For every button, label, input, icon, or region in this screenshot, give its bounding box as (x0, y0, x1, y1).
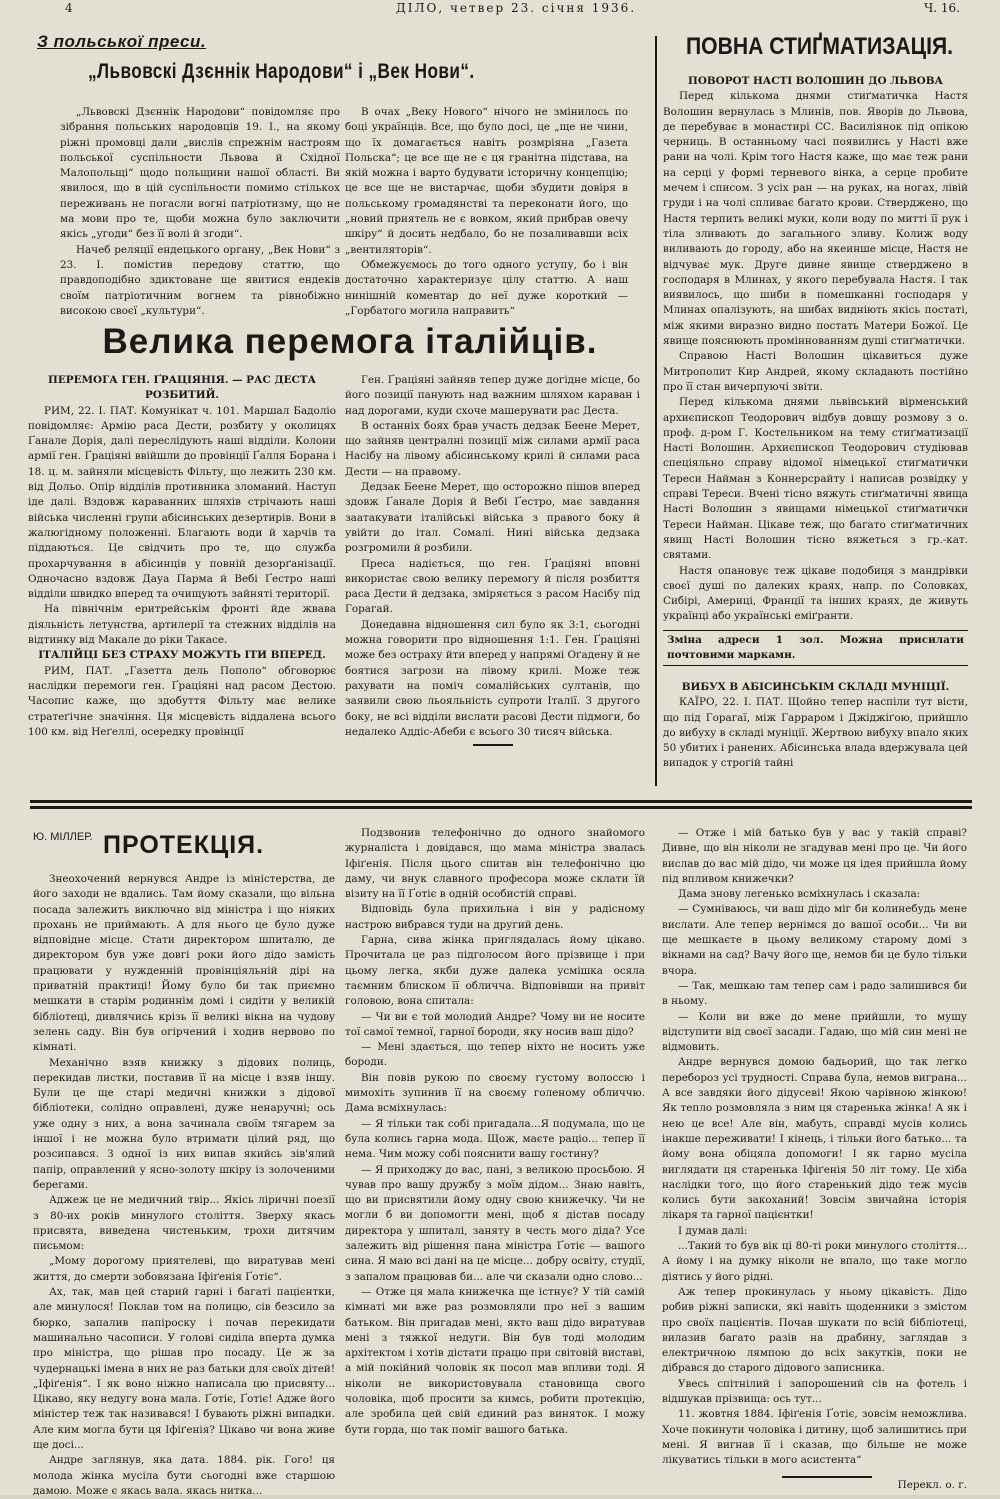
address-notice: Зміна адреси 1 зол. Можна присилати почтовими марками. (663, 630, 968, 666)
blast-col (663, 680, 968, 780)
end-dash (473, 744, 513, 746)
paragraph: Справою Насті Волошин цікавиться дуже Митрополит Кир Андрей, якому складають постійно про її стан вичерпуючі звіти. (663, 350, 968, 393)
paragraph: Обмежуємось до того одного уступу, бо і він достаточно характеризує цілу статтю. А наш нинішній коментар до нeї дуже короткий — „Горбатого могила направить“ (345, 258, 628, 317)
paragraph: Він повів рукою по своєму густому волоссю і мимохіть зупинив її на своєму голеному обличчю. Дама всміхнулась: (345, 1071, 645, 1115)
italy-col-1 (28, 373, 336, 785)
story-col-2 (345, 826, 645, 1468)
story-author: Ю. МІЛЛЕР. (33, 831, 93, 843)
paragraph: — Сумніваюсь, чи ваш дідо міг би колинебудь мене вислати. Але тепер вернімся до вашої особи... Чи ви ще мешкаєте в цьому великому старому домі з вікнами на сад? Вачу його ще, немов би це було тільки вчора. (662, 903, 967, 977)
italy-headline: Велика перемога італійців. (102, 322, 598, 361)
story-title: ПРОТЕКЦІЯ. (103, 831, 265, 859)
section-rule (30, 806, 972, 809)
paragraph: — Я тільки так собі пригадала...Я подумала, що це була колись гарна мода. Щож, маєте раціо... тепер її нема. Чим можу собі пояснити вашу гостину? (345, 1117, 645, 1161)
paragraph: Андре заглянув, яка дата. 1884. рік. Гого! ця молода жінка мусіла бути сьогодні вже старшою дамою. Може є якась вала. якась нитка... (33, 1454, 335, 1497)
paragraph: Аж тепер прокинулась у ньому цікавість. Дідо робив ріжні записки, які навіть щоденники з змістом про своїх пацієнтів. Почав шукати по всій бібліотеці, вилазив багато разів на драбину, заглядав з електричною лямпою до всіх закутків, поки не дібрався до старого дідового записника. (662, 1285, 967, 1375)
page-header (40, 0, 960, 16)
press-col-2 (345, 105, 628, 315)
italy-col-2 (345, 373, 640, 785)
subheading: ІТАЛІЙЦІ БЕЗ СТРАХУ МОЖУТЬ ІТИ ВПЕРЕД. (38, 649, 326, 662)
paragraph: Начеб реляції ендецького органу, „Век Нови“ з 23. І. помістив передову статтю, що правдоподібно здиктоване ще явитися ендеків своїм патріотичним вогнем та рівнобіжно високою своєї „культури“. (60, 243, 340, 317)
paragraph: Андре вернувся домою бадьорий, що так легко перебороз усі трудності. Справа була, немов виграна... А все завдяки його дідусеві! Якою чарівною жінкою! Як тепло розмовляла з ним ця старенька жінка! А як і нею це все! Але він, мабуть, справді мусів колись інакше переживати! І кінець, і тільки його батько... та йому вона обіцяла допомоги! І як гарно мусіла виглядати ця старенька Іфіґенія 50 літ тому. Це хіба наслідки того, що його старенький дідо теж мусів колись бути закоханий! Зовсім звичайна історія лікаря та гарної пацієнтки! (662, 1056, 967, 1222)
section-rule (30, 800, 972, 803)
paragraph: Знеохочений вернувся Андре із міністерства, де його заходи не вдались. Там йому сказали, що вільна посада залежить виключно від міністра і що ніяких прохань не приймають. А для нього це було дуже відповідне місце. Стати директором шпиталю, де директором був уже довгі роки його дідо замість працювати у нужденній провінціяльній дірі на приватній практиці! Йому було би так приємно мешкати в старім родиннім домі і сидіти у великій бібліотеці, дивлячись крізь її великі вікна на чудову зелень саду. Він був огірчений і ходив нервово по кімнаті. (33, 873, 335, 1054)
translator-signature: Перекл. о. г. (897, 1479, 967, 1492)
issue-number: Ч. 16. (924, 1, 960, 15)
paragraph: Преса надіється, що ген. Ґраціяні вповні використає свою велику перемогу й після розбиття раса Дести й дедзака, зміряється з расом Насібу під Горагай. (345, 557, 640, 616)
paragraph: Ах, так, мав цей старий гарні і багаті пацієнтки, але минулося! Поклав том на полицю, сів безсило за бюрко, запалив папіроску і почав перекидати машинально часописи. У голові сиділа вперта думка про міністра, що рішав про посаду. Це ж за чудернацькі імена в них не раз батьки для своїх дітей! „Іфіґенія“. І як воно ніжно написала цю присвяту... Цікаво, яку недугу вона мала. Ґотіє, Ґотіє! Адже його міністер теж так називався! І бувають ріжні випадки. Але ким могла бути ця Іфіґенія? Цікаво чи вона живе ще досі... (33, 1286, 335, 1451)
paragraph: В останніх боях брав участь дедзак Беене Мерет, що зайняв централні позиції між силами армії раса Насібу на лівому абісинському крилі й силами раса Дести — на правому. (345, 419, 640, 478)
paragraph: — Я приходжу до вас, пані, з великою просьбою. Я чував про вашу дружбу з моїм дідом... Знаю навіть, що ви присвятили йому одну свою книжечку. Чи не могли б ви допомогти мені, щоб я дістав посаду директора у шпиталі, заняту в честь мого діда? Усе залежить від рішення пана міністра Ґотіє — вашого сина. Я маю всі дані на це місце... добру освіту, студії, з запалом працював би... але чи сказали одно слово... (345, 1163, 645, 1283)
subheading: ПЕРЕМОГА ГЕН. ҐРАЦІЯНІЯ. — РАС ДЕСТА РОЗБИТИЙ. (48, 374, 316, 402)
paragraph: І думав далі: (678, 1224, 748, 1237)
paragraph: 11. жовтня 1884. Іфіґенія Ґотіє, зовсім неможлива. Хоче покинути чоловіка і дитину, щоб залишитись при мені. Я вигнав її і сказав, що більше не може лікуватись тільки в мого асистента“ (662, 1408, 967, 1467)
press-col-1 (60, 105, 340, 315)
paragraph: В очах „Веку Нового“ нічого не змінилось по боці українців. Все, що було досі, це „ще не чини, що їх домагається навіть розмріяна „Газета Польска“; це все ще не є ця гранітна підстава, на якій можна і варто будувати історичну концепцію; це все ще не вистарчає, щоби збудити довіря в польському громадянстві та переконати його, що „новий приятель не є вовком, який прибрав овечу шкіру“ й досить недбало, бо не позаливавши всіх „вентиляторів“. (345, 106, 628, 256)
paragraph: Увесь спітнілий і запорошений сів на фотель і відшукав прізвища: ось тут... (662, 1377, 967, 1405)
story-col-1 (33, 820, 335, 1497)
paragraph: РИМ, 22. І. ПАТ. Комунікат ч. 101. Маршал Бадоліо повідомляє: Армію раса Дести, розбиту у околицях Ґанале Дорія, далі переслідують наші відділи. Колони армії ген. Ґраціяні ввійшли до провінції Ґалля Борана і 18. ц. м. зайняли місцевість Фільту, що лежить 230 км. від Дольо. Опір відділів противника зломаний. Наступ іде далі. Вздовж караванних шляхів стрічають наші війська численні групи абісинських дезертирів. Вони в жалюгідному положенні. Благають води й харчів та піддаються. Це свідчить про те, що служба прохарчування в абісинців у повній дезорґанізації. Одночасно вздовж Дауа Парма й Вебі Ґестро наші відділи швидко вперед та очищують зайняті території. (28, 404, 336, 601)
story-col-3 (662, 826, 967, 1492)
paragraph: Дама знову легенько всміхнулась і сказала: (678, 888, 921, 901)
stigma-col (663, 74, 968, 624)
paragraph: — Отже ця мала книжечка ще істнує? У тій самій кімнаті ми вже раз розмовляли про неї з вашим батьком. Він пригадав мені, якто ваш дідо виратував мені з тяжкої недуги. Він був тоді молодим архітектом і хотів дістати працю при світовій виставі, а мій покійний чоловік як посол мав впливи тоді. Я ніколи не використовувала становища свого чоловіка, щоб просити за кимсь, робити протекцію, але зробила цей свій єдиний раз виняток. І можу бути горда, що так поміг вашого батька. (345, 1285, 645, 1436)
paragraph: Настя опановує теж цікаве подобиця з мандрівки своєї душі по далеких краях, напр. по Соловках, Сибірі, Америці, Франції та інших краях, де живуть українці або українські еміґранти. (663, 564, 968, 623)
paragraph: „Мому дорогому приятелеві, що виратував мені життя, до смерти зобовязана Іфіґенія Ґотіє“. (33, 1255, 335, 1283)
paragraph: Гарна, сива жінка приглядалась йому цікаво. Прочитала це раз підголосом його прізвище і при цьому легка, якби дуже далека усмішка осяла таємним блиском її обличча. Відповівши на привіт головою, вона спитала: (345, 934, 645, 1008)
page-number: 4 (65, 1, 73, 15)
paragraph: ...Такий то був вік ці 80-ті роки минулого століття... А йому і на думку ніколи не впало, що таке могло діятись у його рідні. (662, 1240, 967, 1283)
paragraph: „Львовскі Дзєннік Народови“ повідомляє про зібрання польських народовців 19. І., на якому ріжні промовці дали „вислів спрежнім настроям польської суспільности Львова й Східної Малопольщі“ щодо польщини нашої області. Ви явилося, що в цій суспільности помимо стількох переживань не погасли вогні патріотизму, що не ма мови про те, щоби можна було заключити якісь „угоди“ без її волі й згоди“. (60, 106, 340, 241)
paragraph: Перед кількома днями львівський вірменський архиєпископ Теодорович відбув довшу розмову з о. проф. д-ром Г. Костельником на тему стиґматизації Насті Волошин. Архиєпископ Теодорович студіював спеціяльно справу відомої німецької стиґматички Тереси Найман з Коннерсрайту і написав розвідку у справі Тереси. Вчені тісно вяжуть стиґматичні явища Насті Волошин з явищами німецької стиґматички Тереси Найман. Цікаве теж, що багато стиґматичних явищ Насті Волошин тісно вяжеться з гр.-кат. святами. (663, 396, 968, 562)
subheading: ПОВОРОТ НАСТІ ВОЛОШИН ДО ЛЬВОВА (688, 75, 943, 87)
paragraph: КАЇРО, 22. І. ПАТ. Щойно тепер наспіли тут вісти, що під Горагаї, між Гарраром і Джіджіґою, прийшло до вибуху в складі муніції. Жертвою вибуху впало яких 50 убитих і ранених. Абісинська влада вдержувала цей випадок у строгій тайні (663, 696, 968, 770)
paragraph: Дедзак Беене Мерет, що осторожно пішов вперед здовж Ґанале Дорія й Вебі Ґестро, має завдання заатакувати італійські війська з правого боку й увійти до італ. Сомалі. Нині війська дедзака розгромили й розбили. (345, 481, 640, 555)
paper-date: ДІЛО, четвер 23. січня 1936. (396, 1, 637, 15)
paragraph: — Так, мешкаю там тепер сам і радо залишився би в ньому. (662, 979, 967, 1008)
paragraph: Донедавна відношення сил було як 3:1, сьогодні можна говорити про відношення 1:1. Ген. Ґраціяні може без остраху йти вперед у напрямі Оґадену й не боятися загрози на лівому крилі. Може теж рахувати на поміч сомалійських султанів, що заявили свою льояльність супроти Італії. З другого боку, не всі відділи вислати расові Дести підмоги, бо недалеко Аддіс-Абеби є всього 30 тисяч війська. (345, 618, 640, 738)
press-section-title: З польської преси. (37, 32, 207, 51)
paragraph: — Чи ви є той молодий Андре? Чому ви не носите тої самої темної, гарної бороди, яку носив ваш дідо? (345, 1010, 645, 1038)
paragraph: Перед кількома днями стиґматичка Настя Волошин вернулась з Млинів, пов. Яворів до Львова, де перебуває в монастирі СС. Василіянок під опікою черниць. В останньому часі появились у Насті вже рани на чолі. Крім того Настя каже, що має теж рани на серці у формі терневого вінка, а серце пробите мечем і списом. З усіх ран — на руках, на ногах, лівій груди і на чолі спливає багато крови. Стверджено, що Настя терпить великі муки, коли воду по митті її рук і тіла зливають до загального зливу. Колиж воду виливають до городу, або на якеинше місце, Настя не відчуває мук. Друге дивне явище стверджено в господаря в Млинах, у якого перебувала Настя. І так виявилось, що шиби в помешканні господаря у Млинах опалізують, на шибах видніють якісь постаті, між якими виразно видно постать Матери Божої. Це явище пояснюють проміннованням душі стиґматички. (663, 90, 968, 348)
subheading: ВИБУХ В АБІСИНСЬКІМ СКЛАДІ МУНІЦІЇ. (681, 681, 950, 693)
paragraph: — Мені здається, що тепер ніхто не носить уже бороди. (345, 1041, 645, 1069)
paragraph: На північнім еритрейськім фронті йде жвава діяльність летунства, артилерії та стежних відділів на відтинку від Макале до ріки Такасе. (28, 603, 336, 647)
paragraph: — Отже і мій батько був у вас у такій справі? Дивне, що він ніколи не згадував мені про це. Чи його вислав до вас мій дідо, чи може ця ідея прийшла йому під впливом книжечки? (662, 827, 967, 885)
press-headline: „Львовскі Дзєннік Народови“ і „Век Нови“. (88, 60, 475, 83)
paragraph: Відповідь була прихильна і він у радісному настрою вибрався туди на другий день. (345, 903, 645, 931)
paragraph: — Коли ви вже до мене прийшли, то мушу відступити від своєї засади. Гадаю, що мій син мені не відмовить. (662, 1010, 967, 1054)
paragraph: Подзвонив телефонічно до одного знайомого журналіста і довідався, що мама міністра звалась Іфіґенія. Після цього спитав він телефонічно цю даму, чи внук славного професора може склати їй візиту на її Ґотіє в одній особистій справі. (345, 827, 645, 901)
column-rule (655, 36, 657, 786)
stigma-headline: ПОВНА СТИҐМАТИЗАЦІЯ. (686, 33, 954, 60)
paragraph: РИМ, ПАТ. „Газетта дель Пополо“ обговорює наслідки перемоги ген. Ґраціяні над расом Дестою. Часопис каже, що здобуття Фільту має велике стратеґічне значіння. Ця місцевість віддалена всього 100 км. від Неґеллі, осередку провінції (28, 664, 336, 738)
paragraph: Механічно взяв книжку з дідових полиць, перекидав листки, поставив її на місце і взяв іншу. Були це ще старі медичні книжки з дідової бібліотеки, солідно оправлені, дуже ненаручні; ось уже одну з них, а вона зачинала своїм тягарем за іншої і не можна було втримати цілий ряд, що розсипався. З одної із них випав якийсь зів'ялий папір, оправлений у ясно-золоту шкіру із золоченими берегами. (33, 1056, 335, 1191)
paragraph: Аджеж це не медичний твір... Якісь ліричні поезії з 80-их років минулого століття. Зверху якась присвята, виведена чистеньким, трохи дитячим письмом: (33, 1194, 335, 1253)
paragraph: Ген. Ґраціяні зайняв тепер дуже догідне місце, бо його позиції панують над важним шляхом караван і над дорогами, куди схоче машерувати рас Деста. (345, 374, 640, 417)
